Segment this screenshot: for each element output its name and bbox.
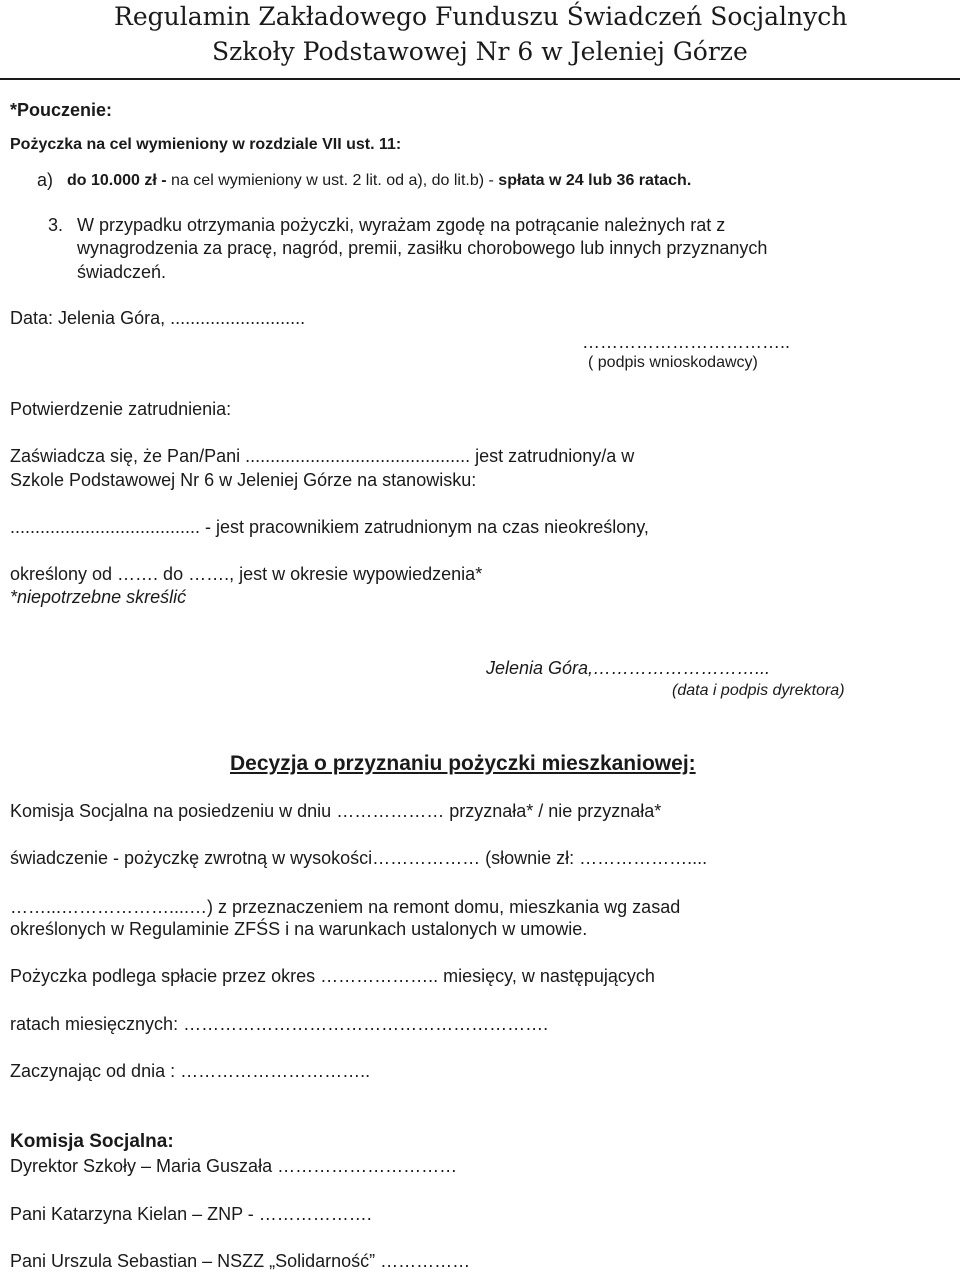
decision-line3: ……...………………....…) z przeznaczeniem na remont domu, mieszkania wg zasad (10, 897, 681, 917)
director-place-date: Jelenia Góra,………………………... (486, 658, 771, 678)
header-title-line1: Regulamin Zakładowego Funduszu Świadczeń Socjalnych (114, 2, 848, 31)
item-a-amount: do 10.000 zł - (67, 172, 167, 189)
header-divider (0, 78, 960, 80)
item-a-line (67, 170, 691, 192)
employment-line4: określony od ……. do ……., jest w okresie wypowiedzenia* (10, 564, 483, 584)
decision-line1: Komisja Socjalna na posiedzeniu w dniu ……………… przyznała* / nie przyznała* (10, 801, 662, 821)
applicant-signature-label: ( podpis wnioskodawcy) (588, 354, 758, 371)
decision-line4: określonych w Regulaminie ZFŚS i na warunkach ustalonych w umowie. (10, 919, 588, 939)
committee-member-2: Pani Katarzyna Kielan – ZNP - ………………. (10, 1204, 372, 1224)
decision-line6: ratach miesięcznych: ……………………………………………………. (10, 1014, 549, 1034)
point3-line2: wynagrodzenia za pracę, nagród, premii, zasiłku chorobowego lub innych przyznanych (77, 238, 768, 258)
applicant-signature-dots: …………………………….. (582, 332, 791, 352)
decision-title: Decyzja o przyznaniu pożyczki mieszkaniowej: (230, 752, 696, 775)
point3-line3: świadczeń. (77, 262, 167, 282)
decision-line7: Zaczynając od dnia : ………………………….. (10, 1061, 371, 1081)
item-a-repayment: spłata w 24 lub 36 ratach. (498, 172, 692, 189)
committee-title: Komisja Socjalna: (10, 1131, 174, 1152)
decision-line2: świadczenie - pożyczkę zwrotną w wysokości……………… (słownie zł: ……………….... (10, 848, 708, 868)
director-signature-label: (data i podpis dyrektora) (672, 682, 845, 699)
header-title-line2: Szkoły Podstawowej Nr 6 w Jeleniej Górze (212, 37, 748, 66)
employment-line2: Szkole Podstawowej Nr 6 w Jeleniej Górze na stanowisku: (10, 470, 477, 490)
employment-line1: Zaświadcza się, że Pan/Pani ............................................. jest zatrudniony/a w (10, 446, 635, 466)
employment-title: Potwierdzenie zatrudnienia: (10, 399, 232, 419)
committee-member-3: Pani Urszula Sebastian – NSZZ „Solidarność” …………… (10, 1251, 471, 1271)
pouczenie-subtitle: Pożyczka na cel wymieniony w rozdziale VII ust. 11: (10, 136, 402, 153)
point3-line1: W przypadku otrzymania pożyczki, wyrażam zgodę na potrącanie należnych rat z (77, 215, 726, 235)
employment-line3: ...................................... - jest pracownikiem zatrudnionym na czas nieokreślony, (10, 517, 649, 537)
applicant-date-line: Data: Jelenia Góra, ........................... (10, 308, 306, 328)
committee-member-1: Dyrektor Szkoły – Maria Guszała ………………………… (10, 1156, 458, 1176)
decision-line5: Pożyczka podlega spłacie przez okres ……………….. miesięcy, w następujących (10, 966, 655, 986)
employment-note: *niepotrzebne skreślić (10, 587, 187, 607)
point3-number: 3. (48, 215, 64, 235)
item-a-marker: a) (37, 170, 54, 190)
item-a-purpose: na cel wymieniony w ust. 2 lit. od a), do lit.b) - (171, 172, 494, 189)
pouczenie-title: *Pouczenie: (10, 100, 113, 120)
